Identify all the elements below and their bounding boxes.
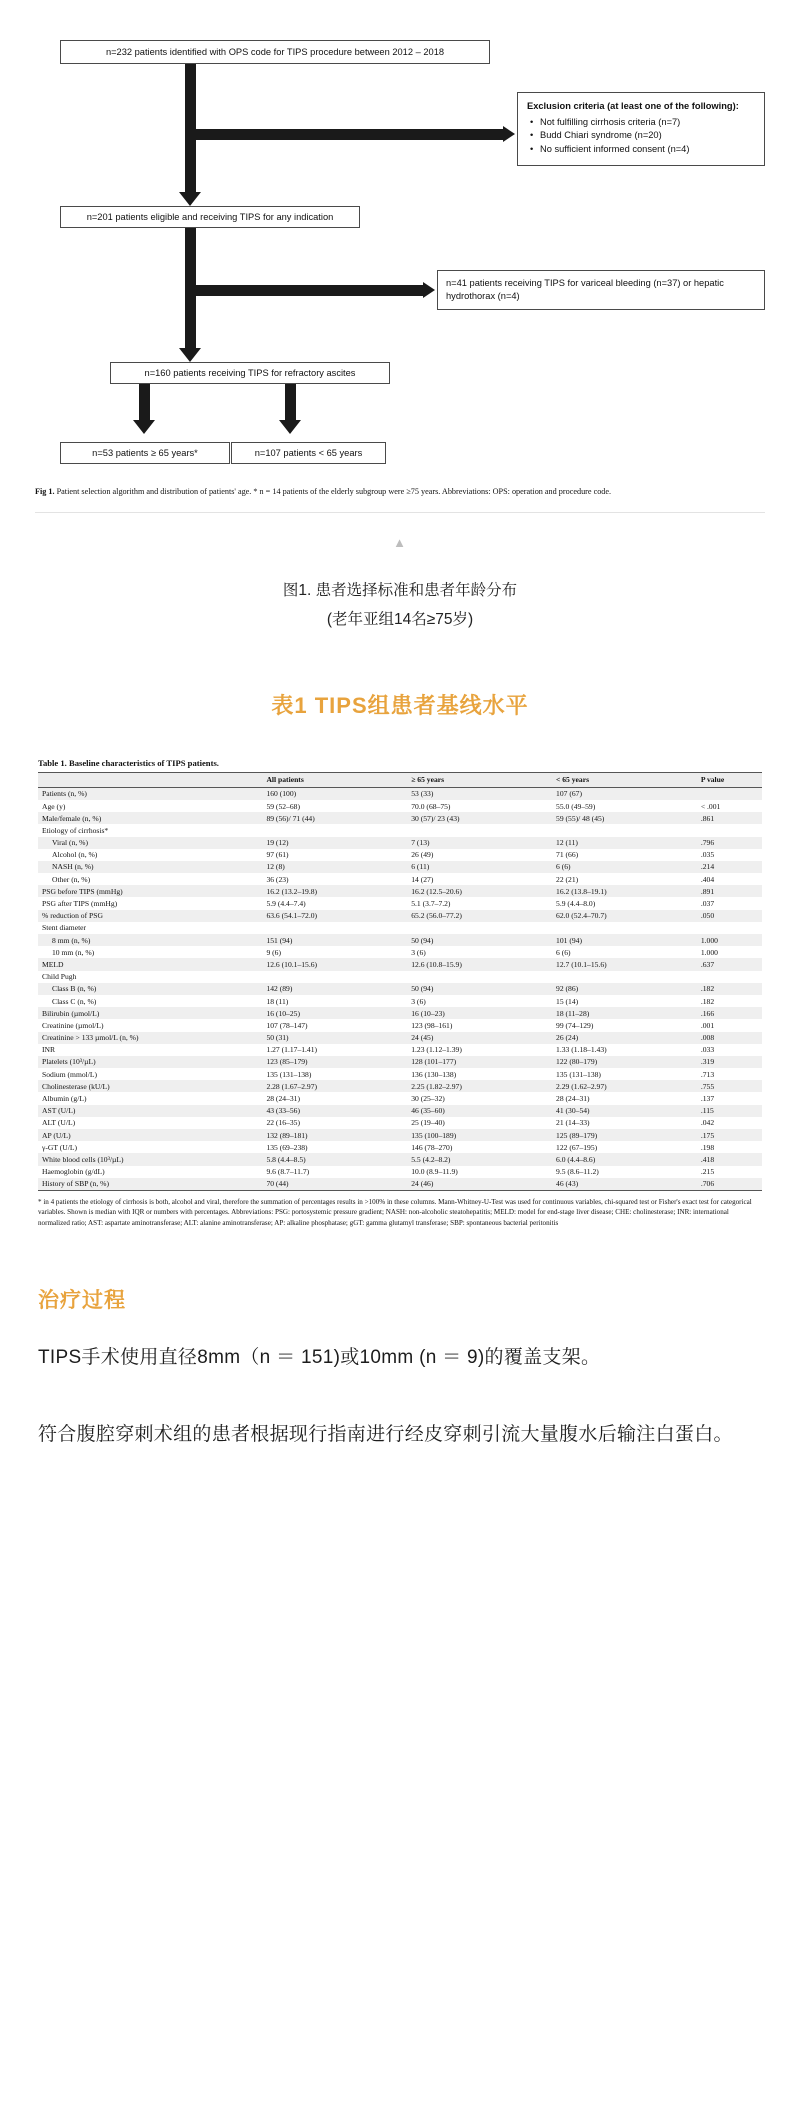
table-cell-value: 136 (130–138): [411, 1069, 457, 1079]
table-row: [38, 983, 762, 995]
figure-1-caption: [35, 486, 765, 498]
flowchart-arrow-down-2: [179, 348, 201, 362]
table-cell-value: 5.5 (4.2–8.2): [407, 1153, 552, 1165]
table-cell-value: 59 (52–68): [266, 801, 300, 811]
table-cell-value: 70.0 (68–75): [411, 801, 451, 811]
table-row: [38, 1007, 762, 1019]
table-cell-value: 6 (11): [407, 861, 552, 873]
table-cell-value: 107 (78–147): [266, 1020, 308, 1030]
exclusion-item: • Budd Chiari syndrome (n=20): [540, 129, 755, 142]
table-cell-value: .637: [697, 958, 762, 970]
table-cell-value: 9.6 (8.7–11.7): [266, 1167, 310, 1177]
body-paragraph-1: TIPS手术使用直径8mm（n ＝ 151)或10mm (n ＝ 9)的覆盖支架。: [38, 1346, 601, 1368]
table-cell-value: 55.0 (49–59): [556, 801, 596, 811]
exclusion-item: • No sufficient informed consent (n=4): [540, 143, 755, 156]
table-cell-label: Alcohol (n, %): [52, 850, 98, 860]
flowchart-box-refractory: [110, 362, 390, 384]
table-cell-label: ALT (U/L): [42, 1118, 76, 1128]
table-row: [38, 1117, 762, 1129]
table-cell-value: [407, 922, 552, 934]
table-cell-label: 10 mm (n, %): [52, 947, 95, 957]
table-cell-label: Etiology of cirrhosis*: [42, 825, 109, 835]
flowchart-box-variceal: [437, 270, 765, 310]
table-row: [38, 1019, 762, 1031]
table-col-header: < 65 years: [552, 772, 697, 787]
table-cell-value: .404: [700, 874, 715, 884]
table-1-head: [38, 772, 762, 787]
table-row: [38, 1044, 762, 1056]
table-cell-value: 135 (69–238): [266, 1142, 308, 1152]
table-cell-value: 132 (89–181): [262, 1129, 407, 1141]
table-cell-value: 99 (74–129): [556, 1020, 594, 1030]
table-cell-label: Male/female (n, %): [38, 812, 262, 824]
table-cell-value: 128 (101–177): [407, 1056, 552, 1068]
table-cell-value: .182: [697, 983, 762, 995]
table-cell-value: 12.6 (10.8–15.9): [407, 958, 552, 970]
table-cell-value: .706: [697, 1178, 762, 1191]
table-header-row: [38, 772, 762, 787]
flowchart-connector-5: [139, 384, 150, 422]
exclusion-title: Exclusion criteria (at least one of the following):: [527, 101, 739, 111]
table-cell-value: 135 (100–189): [407, 1129, 552, 1141]
table-cell-label: PSG after TIPS (mmHg): [42, 899, 118, 909]
flowchart-connector-2: [185, 129, 505, 140]
table-cell-value: 15 (14): [556, 996, 579, 1006]
table-cell-value: 135 (131–138): [266, 1069, 312, 1079]
table-cell-value: .137: [700, 1094, 715, 1104]
table-row: [38, 1080, 762, 1092]
divider: [35, 512, 765, 513]
table-cell-label: 8 mm (n, %): [38, 934, 262, 946]
table-row: [38, 946, 762, 958]
table-row: [38, 1092, 762, 1104]
table-cell-value: .796: [697, 837, 762, 849]
table-cell-value: 16.2 (13.2–19.8): [262, 885, 407, 897]
table-cell-value: .042: [700, 1118, 715, 1128]
table-cell-value: 65.2 (56.0–77.2): [407, 910, 552, 922]
table-cell-value: 24 (46): [407, 1178, 552, 1191]
table-cell-label: NASH (n, %): [38, 861, 262, 873]
table-col-header: P value: [697, 772, 762, 787]
table-cell-value: [697, 824, 762, 836]
table-cell-value: [407, 824, 552, 836]
table-cell-value: .008: [697, 1032, 762, 1044]
flowchart-box-refractory-label: n=160 patients receiving TIPS for refractory ascites: [144, 367, 356, 378]
flowchart-arrow-down-4: [279, 420, 301, 434]
table-cell-value: 12.6 (10.1–15.6): [262, 958, 407, 970]
flowchart-box-elderly-label: n=53 patients ≥ 65 years*: [92, 447, 198, 458]
table-cell-value: 123 (85–179): [262, 1056, 407, 1068]
flowchart-box-younger-label: n=107 patients < 65 years: [254, 447, 363, 458]
table-col-header: ≥ 65 years: [407, 772, 552, 787]
table-cell-value: 12 (8): [262, 861, 407, 873]
table-cell-value: 2.29 (1.62–2.97): [552, 1080, 697, 1092]
table-cell-value: 16.2 (12.5–20.6): [407, 885, 552, 897]
flowchart-canvas: [35, 30, 765, 470]
table-cell-label: White blood cells (10³/µL): [38, 1153, 262, 1165]
table-cell-value: 151 (94): [262, 934, 407, 946]
table-row: [38, 1129, 762, 1141]
table-cell-value: 25 (19–40): [411, 1118, 445, 1128]
table-cell-label: Viral (n, %): [38, 837, 262, 849]
table-cell-value: 6.0 (4.4–8.6): [552, 1153, 697, 1165]
table-cell-value: < .001: [700, 801, 721, 811]
flowchart-box-variceal-label: n=41 patients receiving TIPS for variceal bleeding (n=37) or hepatic hydrothorax (n=4): [446, 278, 724, 301]
table-row: [38, 1105, 762, 1117]
exclusion-item: • Not fulfilling cirrhosis criteria (n=7): [540, 116, 755, 129]
flowchart-connector-6: [285, 384, 296, 422]
table-row: [38, 934, 762, 946]
table-cell-value: 41 (30–54): [552, 1105, 697, 1117]
table-cell-value: .037: [700, 899, 715, 909]
table-cell-value: [552, 824, 697, 836]
table-cell-value: 1.000: [700, 947, 718, 957]
table-cell-value: .198: [700, 1142, 715, 1152]
table-cell-value: .175: [697, 1129, 762, 1141]
table-cell-label: % reduction of PSG: [38, 910, 262, 922]
table-cell-value: 9.5 (8.6–11.2): [556, 1167, 599, 1177]
table-row: [38, 1141, 762, 1153]
table-cell-value: 16.2 (13.8–19.1): [552, 885, 697, 897]
table-cell-value: 6 (6): [552, 861, 697, 873]
table-1-body: [38, 787, 762, 1190]
flowchart-arrow-right-2: [423, 282, 435, 298]
table-row: [38, 800, 762, 812]
table-cell-value: .033: [700, 1045, 715, 1055]
table-cell-value: .861: [697, 812, 762, 824]
table-cell-value: 1.33 (1.18–1.43): [556, 1045, 607, 1055]
table-cell-label: Creatinine (µmol/L): [42, 1020, 104, 1030]
table-cell-value: [262, 922, 407, 934]
table-cell-label: Patients (n, %): [38, 787, 262, 800]
table-cell-value: .214: [697, 861, 762, 873]
table-cell-value: [697, 971, 762, 983]
table-cell-value: 5.9 (4.4–7.4): [266, 899, 306, 909]
table-cell-value: 135 (131–138): [556, 1069, 601, 1079]
table-1-block: [38, 758, 762, 1228]
table-cell-value: 30 (25–32): [411, 1094, 445, 1104]
flowchart-box-eligible-label: n=201 patients eligible and receiving TIPS for any indication: [86, 211, 334, 222]
table-cell-value: 9 (6): [266, 947, 281, 957]
table-cell-value: 70 (44): [262, 1178, 407, 1191]
table-cell-value: 123 (98–161): [411, 1020, 453, 1030]
chinese-caption-line-1: 图1. 患者选择标准和患者年龄分布: [282, 581, 518, 599]
table-row: [38, 958, 762, 970]
flowchart-box-total-label: n=232 patients identified with OPS code for TIPS procedure between 2012 – 2018: [105, 46, 445, 57]
table-row: [38, 1178, 762, 1191]
table-cell-value: 101 (94): [552, 934, 697, 946]
table-cell-value: 26 (49): [411, 850, 434, 860]
table-cell-label: Stent diameter: [42, 923, 87, 933]
table-cell-value: [697, 787, 762, 800]
figure-1-caption-label: Fig 1.: [35, 487, 55, 496]
table-row: [38, 1166, 762, 1178]
table-cell-value: .050: [697, 910, 762, 922]
table-cell-value: .891: [697, 885, 762, 897]
table-row: [38, 837, 762, 849]
table-cell-label: Sodium (mmol/L): [42, 1069, 98, 1079]
table-row: [38, 995, 762, 1007]
table-cell-value: [697, 922, 762, 934]
table-cell-value: 92 (86): [552, 983, 697, 995]
table-cell-value: 26 (24): [552, 1032, 697, 1044]
table-cell-value: .182: [700, 996, 715, 1006]
table-cell-label: Other (n, %): [52, 874, 91, 884]
table-cell-value: .319: [697, 1056, 762, 1068]
table-cell-value: 160 (100): [262, 787, 407, 800]
table-cell-value: .755: [697, 1080, 762, 1092]
table-cell-value: 46 (35–60): [407, 1105, 552, 1117]
table-cell-value: 3 (6): [411, 996, 426, 1006]
table-row: [38, 824, 762, 836]
table-cell-value: 12 (11): [552, 837, 697, 849]
table-cell-value: 89 (56)/ 71 (44): [262, 812, 407, 824]
table-cell-value: .166: [697, 1007, 762, 1019]
table-cell-value: 43 (33–56): [262, 1105, 407, 1117]
table-cell-value: 5.8 (4.4–8.5): [262, 1153, 407, 1165]
table-cell-label: PSG before TIPS (mmHg): [38, 885, 262, 897]
table-col-header: [38, 772, 262, 787]
table-cell-label: Class C (n, %): [52, 996, 97, 1006]
table-cell-label: MELD: [38, 958, 262, 970]
table-cell-value: 71 (66): [556, 850, 579, 860]
table-row: [38, 922, 762, 934]
treatment-section-heading: 治疗过程: [38, 1288, 126, 1312]
table-cell-value: .035: [700, 850, 715, 860]
flowchart-arrow-down-1: [179, 192, 201, 206]
table-cell-value: 107 (67): [552, 787, 697, 800]
table-cell-value: .115: [697, 1105, 762, 1117]
table-cell-value: 46 (43): [552, 1178, 697, 1191]
table-cell-value: 22 (16–35): [266, 1118, 300, 1128]
table-1-title: Table 1. Baseline characteristics of TIPS patients.: [38, 757, 219, 768]
table-row: [38, 1068, 762, 1080]
flowchart-box-elderly: [60, 442, 230, 464]
table-cell-label: Cholinesterase (kU/L): [38, 1080, 262, 1092]
table-cell-value: .713: [700, 1069, 715, 1079]
table-row: [38, 971, 762, 983]
table-cell-label: Creatinine > 133 µmol/L (n, %): [38, 1032, 262, 1044]
table-cell-value: .001: [700, 1020, 715, 1030]
body-paragraph-2: 符合腹腔穿刺术组的患者根据现行指南进行经皮穿刺引流大量腹水后输注白蛋白。: [38, 1423, 733, 1445]
table-cell-label: INR: [42, 1045, 56, 1055]
table-cell-value: 122 (80–179): [552, 1056, 697, 1068]
table-cell-value: 16 (10–25): [262, 1007, 407, 1019]
table-cell-value: 5.1 (3.7–7.2): [411, 899, 451, 909]
table-row: [38, 885, 762, 897]
table-cell-value: 22 (21): [556, 874, 579, 884]
table-row: [38, 1153, 762, 1165]
table-cell-value: 30 (57)/ 23 (43): [407, 812, 552, 824]
table-cell-value: 28 (24–31): [556, 1094, 590, 1104]
flowchart-arrow-right-1: [503, 126, 515, 142]
table-cell-label: AST (U/L): [38, 1105, 262, 1117]
table-cell-label: AP (U/L): [38, 1129, 262, 1141]
table-cell-value: 53 (33): [407, 787, 552, 800]
table-cell-value: 142 (89): [262, 983, 407, 995]
table-cell-label: γ-GT (U/L): [42, 1142, 78, 1152]
table-cell-label: Bilirubin (µmol/L): [38, 1007, 262, 1019]
table-row: [38, 873, 762, 885]
table-col-header: All patients: [262, 772, 407, 787]
table-cell-value: 18 (11–28): [552, 1007, 697, 1019]
table-cell-value: 5.9 (4.4–8.0): [556, 899, 596, 909]
table-cell-value: 36 (23): [266, 874, 289, 884]
table-row: [38, 897, 762, 909]
table-cell-label: Class B (n, %): [38, 983, 262, 995]
table-cell-label: History of SBP (n, %): [38, 1178, 262, 1191]
table-cell-value: 18 (11): [266, 996, 289, 1006]
table-cell-value: 63.6 (54.1–72.0): [262, 910, 407, 922]
collapse-caret-icon[interactable]: ▲: [393, 534, 407, 550]
table-row: [38, 812, 762, 824]
table-cell-value: 14 (27): [411, 874, 434, 884]
table-cell-label: Albumin (g/L): [42, 1094, 87, 1104]
table-cell-value: 1.000: [697, 934, 762, 946]
flowchart-arrow-down-3: [133, 420, 155, 434]
figure-1-chinese-caption: [0, 576, 800, 635]
table-cell-label: Haemoglobin (g/dL): [42, 1167, 105, 1177]
table-cell-value: 97 (61): [266, 850, 289, 860]
table-cell-value: [262, 971, 407, 983]
table-cell-label: Age (y): [42, 801, 66, 811]
table-1: [38, 772, 762, 1191]
table-cell-value: 28 (24–31): [266, 1094, 300, 1104]
table-cell-value: 3 (6): [411, 947, 426, 957]
table-cell-value: 19 (12): [262, 837, 407, 849]
table-cell-value: 62.0 (52.4–70.7): [552, 910, 697, 922]
figure-1: [35, 30, 765, 480]
table-cell-value: 24 (45): [407, 1032, 552, 1044]
table-row: [38, 1032, 762, 1044]
table-row: [38, 910, 762, 922]
flowchart-box-total: [60, 40, 490, 64]
flowchart-box-younger: [231, 442, 386, 464]
table-cell-value: [552, 922, 697, 934]
table-cell-value: 12.7 (10.1–15.6): [552, 958, 697, 970]
exclusion-list: [527, 116, 755, 156]
flowchart-box-eligible: [60, 206, 360, 228]
table-section-heading: 表1 TIPS组患者基线水平: [271, 692, 529, 718]
table-cell-value: 1.27 (1.17–1.41): [266, 1045, 318, 1055]
table-cell-value: 122 (67–195): [556, 1142, 598, 1152]
figure-1-caption-text: Patient selection algorithm and distribution of patients' age. * n = 14 patients of the elderly subgroup were ≥75 years. Abbreviations: OPS: operation and procedure code.: [54, 487, 612, 496]
table-cell-value: [407, 971, 552, 983]
chinese-caption-line-2: (老年亚组14名≥75岁): [326, 611, 474, 629]
table-cell-value: 50 (94): [407, 983, 552, 995]
table-1-footnote: * in 4 patients the etiology of cirrhosis is both, alcohol and viral, therefore the summation of percentages results in >100% in these columns. Mann-Whitney-U-Test was used for continuous variables, chi-squared test or Fisher's exact test for categorical variables. Shown is median with IQR or numbers with percentages. Abbreviations: PSG: portosystemic pressure gradient; NASH: non-alcoholic steatohepatitis; MELD: model for end-stage liver disease; CHE: cholinesterase; INR: international normalized ratio; AST: aspartate aminotransferase; ALT: alanine aminotransferase; AP: alkaline phosphatase; gGT: gamma glutamyl transferase; SBP: spontaneous bacterial peritonitis: [38, 1197, 752, 1227]
table-cell-value: 10.0 (8.9–11.9): [411, 1167, 458, 1177]
table-row: [38, 849, 762, 861]
table-cell-value: 21 (14–33): [556, 1118, 590, 1128]
table-cell-value: 50 (31): [262, 1032, 407, 1044]
table-cell-value: 59 (55)/ 48 (45): [552, 812, 697, 824]
table-cell-value: 6 (6): [556, 947, 571, 957]
table-cell-value: 16 (10–23): [407, 1007, 552, 1019]
table-cell-value: [552, 971, 697, 983]
table-cell-value: 1.23 (1.12–1.39): [411, 1045, 462, 1055]
flowchart-box-exclusion: [517, 92, 765, 166]
table-cell-label: Platelets (10³/µL): [38, 1056, 262, 1068]
table-cell-value: 125 (89–179): [552, 1129, 697, 1141]
table-row: [38, 1056, 762, 1068]
table-cell-value: 2.25 (1.82–2.97): [407, 1080, 552, 1092]
table-cell-value: 50 (94): [407, 934, 552, 946]
table-cell-value: 7 (13): [407, 837, 552, 849]
table-row: [38, 787, 762, 800]
table-cell-value: 2.28 (1.67–2.97): [262, 1080, 407, 1092]
flowchart-connector-4: [185, 285, 425, 296]
table-row: [38, 861, 762, 873]
table-cell-value: .418: [697, 1153, 762, 1165]
table-cell-value: [262, 824, 407, 836]
table-cell-value: 146 (78–270): [411, 1142, 453, 1152]
table-cell-value: .215: [700, 1167, 715, 1177]
table-cell-label: Child Pugh: [42, 972, 77, 982]
